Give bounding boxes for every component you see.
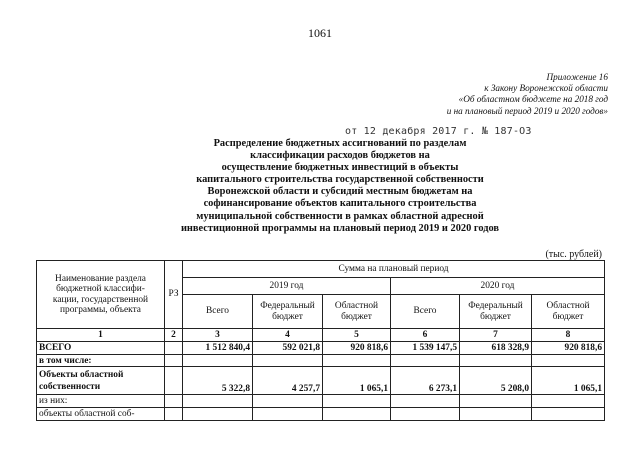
title-line: капитального строительства государственной собственности bbox=[196, 174, 484, 186]
value-cell: 6 273,1 bbox=[391, 367, 460, 395]
column-number-row bbox=[37, 329, 605, 342]
value-cell bbox=[183, 408, 253, 421]
value-cell bbox=[323, 395, 391, 408]
header-regional-2019 bbox=[323, 295, 391, 329]
value-cell bbox=[460, 395, 532, 408]
column-number: 5 bbox=[323, 329, 391, 342]
value-cell bbox=[460, 355, 532, 367]
column-number: 8 bbox=[532, 329, 605, 342]
title-line: Воронежской области и субсидий местным бюджетам на bbox=[207, 186, 473, 198]
appendix-note bbox=[348, 72, 608, 117]
header-federal-2020 bbox=[460, 295, 532, 329]
units-label: (тыс. рублей) bbox=[545, 249, 602, 260]
value-cell bbox=[253, 355, 323, 367]
value-cell: 1 539 147,5 bbox=[391, 342, 460, 355]
value-cell: 592 021,8 bbox=[253, 342, 323, 355]
header-name-line: программы, объекта bbox=[60, 305, 141, 315]
header-regional-line: Областной bbox=[334, 301, 379, 311]
header-name-cell bbox=[37, 261, 165, 329]
row-rz bbox=[165, 355, 183, 367]
value-cell: 1 065,1 bbox=[323, 367, 391, 395]
value-cell: 920 818,6 bbox=[532, 342, 605, 355]
header-federal-line: Федеральный bbox=[468, 301, 523, 311]
value-cell: 1 065,1 bbox=[532, 367, 605, 395]
value-cell bbox=[183, 355, 253, 367]
header-regional-line: Областной bbox=[546, 301, 590, 311]
header-regional-line: бюджет bbox=[341, 311, 372, 322]
value-cell bbox=[253, 395, 323, 408]
appendix-line: «Об областном бюджете на 2018 год bbox=[458, 94, 608, 105]
title-line: софинансирование объектов капитального строительства bbox=[203, 198, 477, 210]
title-line: муниципальной собственности в рамках областной адресной bbox=[196, 210, 484, 222]
table-row bbox=[37, 355, 605, 367]
row-rz bbox=[165, 367, 183, 395]
value-cell bbox=[460, 408, 532, 421]
row-label: в том числе: bbox=[37, 355, 165, 367]
row-rz bbox=[165, 408, 183, 421]
row-label-line: Объекты областной bbox=[39, 369, 124, 380]
value-cell bbox=[253, 408, 323, 421]
budget-table bbox=[36, 260, 605, 421]
table-row bbox=[37, 408, 605, 421]
header-federal-2019 bbox=[253, 295, 323, 329]
document-title bbox=[140, 138, 540, 235]
title-line: осуществление бюджетных инвестиций в объекты bbox=[221, 162, 459, 174]
page-number: 1061 bbox=[308, 26, 332, 40]
value-cell: 5 208,0 bbox=[460, 367, 532, 395]
value-cell bbox=[391, 408, 460, 421]
value-cell: 4 257,7 bbox=[253, 367, 323, 395]
law-date-stamp: от 12 декабря 2017 г. № 187-ОЗ bbox=[345, 126, 532, 137]
row-rz bbox=[165, 342, 183, 355]
header-federal-line: Федеральный bbox=[260, 301, 315, 311]
appendix-line: к Закону Воронежской области bbox=[484, 83, 608, 94]
row-label-line: собственности bbox=[39, 381, 101, 392]
value-cell bbox=[391, 355, 460, 367]
header-year-2019: 2019 год bbox=[183, 278, 391, 295]
value-cell: 920 818,6 bbox=[323, 342, 391, 355]
table-row bbox=[37, 367, 605, 395]
value-cell: 5 322,8 bbox=[183, 367, 253, 395]
value-cell: 618 328,9 bbox=[460, 342, 532, 355]
title-line: классификации расходов бюджетов на bbox=[250, 150, 430, 162]
column-number: 1 bbox=[37, 329, 165, 342]
appendix-line: Приложение 16 bbox=[546, 72, 608, 82]
header-name-line: кации, государственной bbox=[52, 294, 149, 305]
row-label: ВСЕГО bbox=[37, 342, 165, 355]
column-number: 3 bbox=[183, 329, 253, 342]
header-total-2020: Всего bbox=[391, 295, 460, 329]
title-line: инвестиционной программы на плановый период 2019 и 2020 годов bbox=[180, 222, 500, 234]
header-rz: РЗ bbox=[165, 261, 183, 329]
row-label bbox=[37, 367, 165, 395]
header-regional-2020 bbox=[532, 295, 605, 329]
header-sum-title: Сумма на плановый период bbox=[183, 261, 605, 278]
column-number: 7 bbox=[460, 329, 532, 342]
value-cell bbox=[532, 408, 605, 421]
header-name-line: Наименование раздела bbox=[55, 273, 146, 284]
value-cell bbox=[323, 355, 391, 367]
header-total-2019: Всего bbox=[183, 295, 253, 329]
row-label: из них: bbox=[37, 395, 165, 408]
title-line: Распределение бюджетных ассигнований по разделам bbox=[213, 138, 467, 149]
column-number: 4 bbox=[253, 329, 323, 342]
appendix-line: и на плановый период 2019 и 2020 годов» bbox=[446, 105, 608, 116]
table-row bbox=[37, 342, 605, 355]
value-cell bbox=[532, 355, 605, 367]
row-label: объекты областной соб- bbox=[37, 408, 165, 421]
header-federal-line: бюджет bbox=[480, 311, 511, 322]
value-cell bbox=[183, 395, 253, 408]
table-row bbox=[37, 395, 605, 408]
value-cell: 1 512 840,4 bbox=[183, 342, 253, 355]
row-rz bbox=[165, 395, 183, 408]
value-cell bbox=[532, 395, 605, 408]
value-cell bbox=[323, 408, 391, 421]
column-number: 2 bbox=[165, 329, 183, 342]
value-cell bbox=[391, 395, 460, 408]
header-year-2020: 2020 год bbox=[391, 278, 605, 295]
header-regional-line: бюджет bbox=[552, 311, 584, 322]
column-number: 6 bbox=[391, 329, 460, 342]
header-federal-line: бюджет bbox=[272, 311, 303, 322]
header-name-line: бюджетной классифи- bbox=[56, 284, 145, 294]
